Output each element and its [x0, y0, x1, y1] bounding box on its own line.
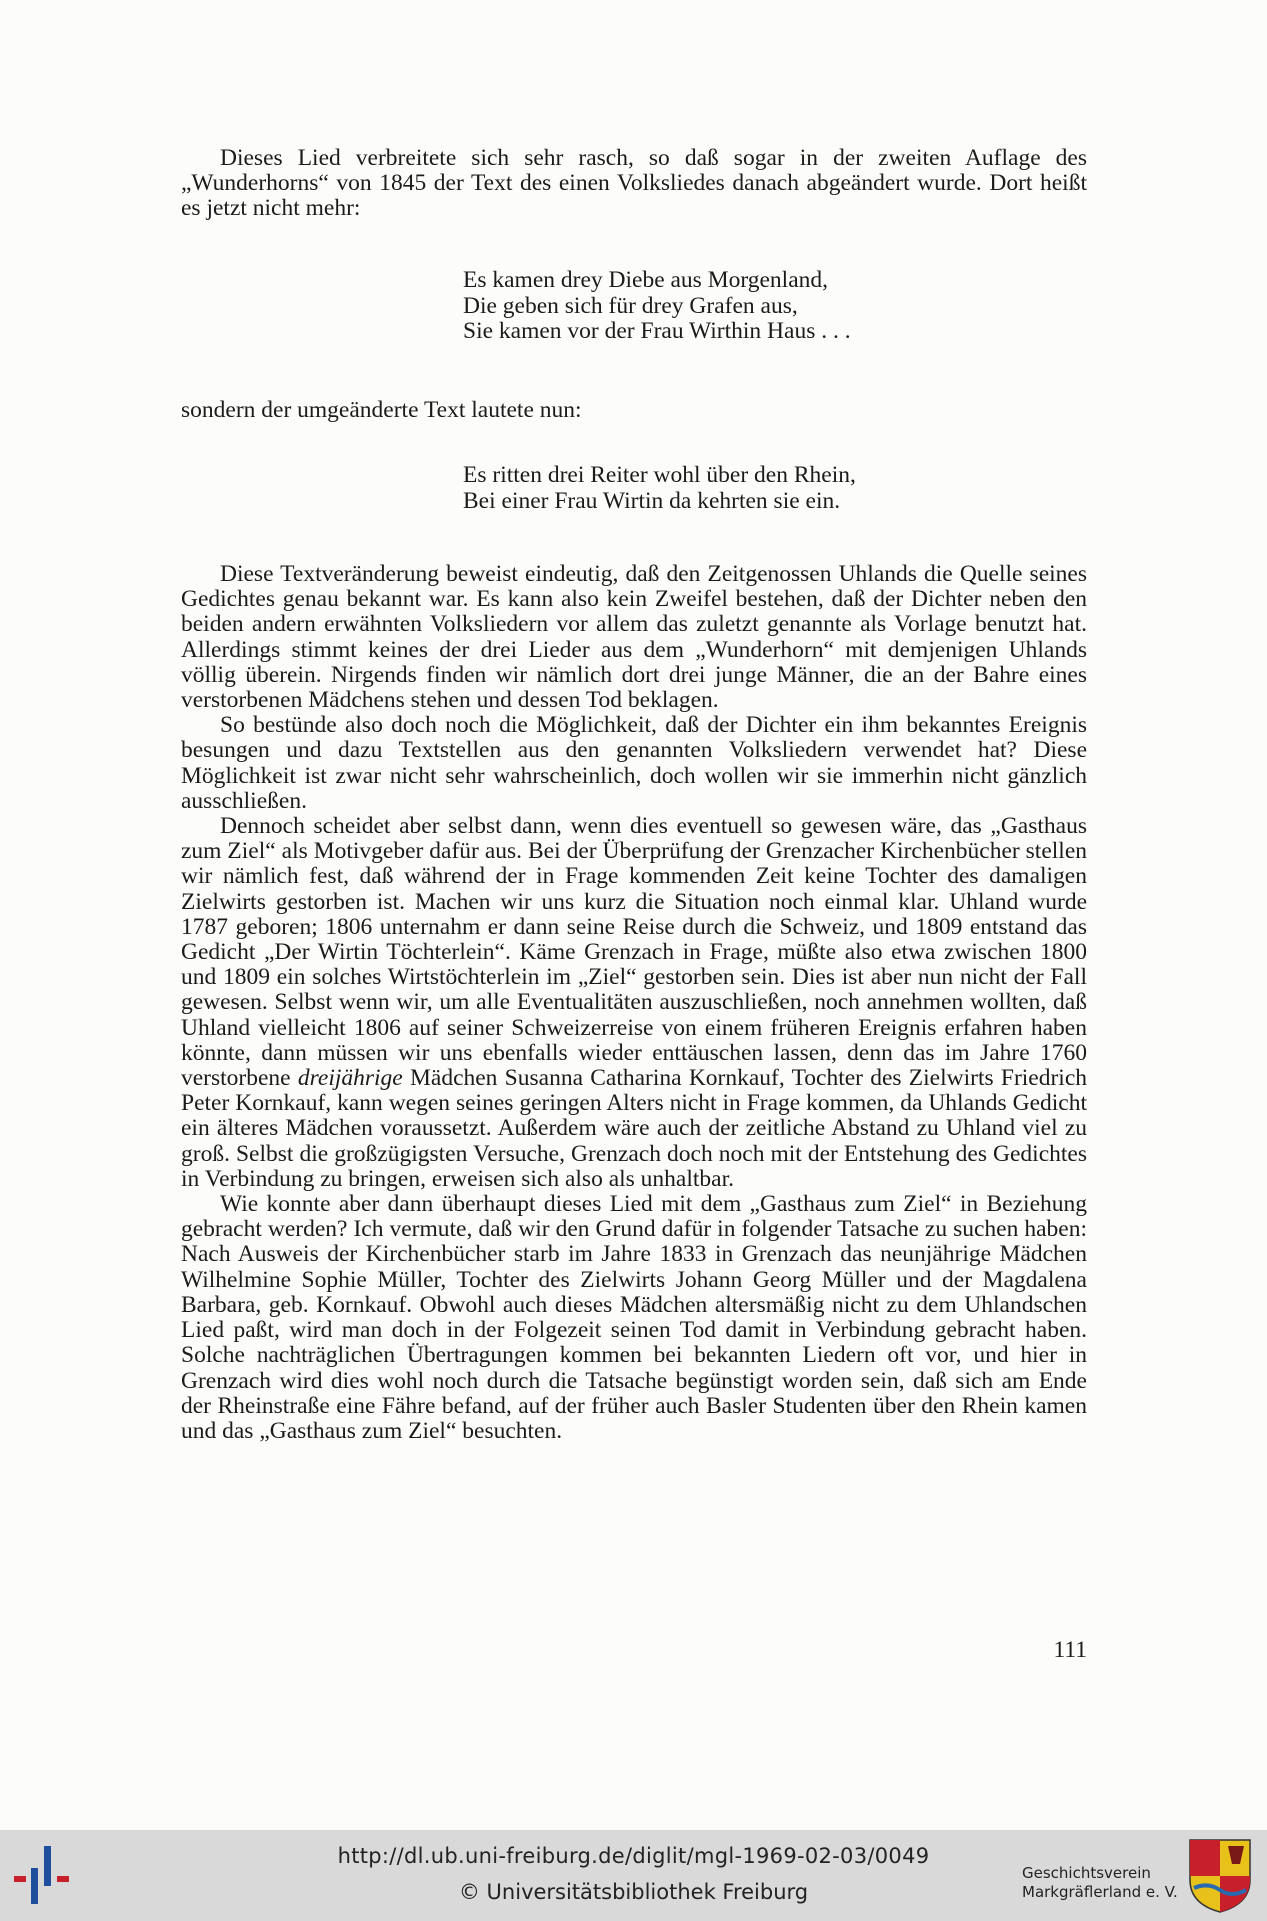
main-text: [181, 562, 1087, 1444]
society-line-2: Markgräflerland e. V.: [1022, 1883, 1178, 1901]
coat-of-arms-icon: [1188, 1838, 1252, 1914]
emphasis-word: dreijährige: [297, 1065, 403, 1092]
paragraph-3: Diese Textveränderung beweist eindeutig, daß den Zeitgenossen Uhlands die Quelle seines Gedichtes genau bekannt war. Es kann also kein Zweifel bestehen, daß der Dichter neben den beiden andern erwähnten Volksliedern vor allem das zuletzt genannte als Vorlage benutzt hat. Allerdings stimmt keines der drei Lieder aus dem „Wunderhorn“ mit demjenigen Uhlands völlig überein. Nirgends finden wir nämlich dort drei junge Männer, die an der Bahre eines verstorbenen Mädchens stehen und dessen Tod beklagen.: [181, 561, 1087, 714]
document-url[interactable]: http://dl.ub.uni-freiburg.de/diglit/mgl-1969-02-03/0049: [337, 1844, 930, 1868]
paragraph-5: Dennoch scheidet aber selbst dann, wenn dies eventuell so gewesen wäre, das „Gasthaus zum Ziel“ als Motivgeber dafür aus. Bei der Überprüfung der Grenzacher Kirchenbücher stellen wir nämlich fest, daß während der in Frage kommenden Zeit keine Tochter des damaligen Zielwirts gestorben ist. Machen wir uns kurz die Situation noch einmal klar. Uhland wurde 1787 geboren; 1806 unternahm er dann seine Reise durch die Schweiz, und 1809 entstand das Gedicht „Der Wirtin Töchterlein“. Käme Grenzach in Frage, müßte also etwa zwischen 1800 und 1809 ein solches Wirtstöchterlein im „Ziel“ gestorben sein. Dies ist aber nun nicht der Fall gewesen. Selbst wenn wir, um alle Eventualitäten auszuschließen, noch annehmen wollten, daß Uhland vielleicht 1806 auf seiner Schweizerreise von einem früheren Ereignis erfahren haben könnte, dann müssen wir uns ebenfalls wieder enttäuschen lassen, denn das im Jahre 1760 verstorbene dreijährige Mädchen Susanna Catharina Kornkauf, Tochter des Zielwirts Friedrich Peter Kornkauf, kann wegen seines geringen Alters nicht in Frage kommen, da Uhlands Gedicht ein älteres Mädchen voraussetzt. Außerdem wäre auch der zeitliche Abstand zu Uhland viel zu groß. Selbst die großzügigsten Versuche, Grenzach doch noch mit der Entstehung des Gedichtes in Verbindung zu bringen, erweisen sich also als unhaltbar.: [181, 813, 1088, 1192]
society-line-1: Geschichtsverein: [1022, 1864, 1151, 1882]
verse-block-1: [463, 268, 1023, 345]
verse-line: Sie kamen vor der Frau Wirthin Haus . . .: [463, 318, 851, 344]
verse-line: Bei einer Frau Wirtin da kehrten sie ein.: [463, 487, 841, 514]
page-number: 111: [1053, 1637, 1087, 1663]
paragraph-6: Wie konnte aber dann überhaupt dieses Lied mit dem „Gasthaus zum Ziel“ in Beziehung gebracht werden? Ich vermute, daß wir den Grund dafür in folgender Tatsache zu suchen haben: Nach Ausweis der Kirchenbücher starb im Jahre 1833 in Grenzach das neunjährige Mädchen Wilhelmine Sophie Müller, Tochter des Zielwirts Johann Georg Müller und der Magdalena Barbara, geb. Kornkauf. Obwohl auch dieses Mädchen altersmäßig nicht zu dem Uhlandschen Lied paßt, wird man doch in der Folgezeit seinen Tod damit in Verbindung gebracht haben. Solche nachträglichen Übertragungen kommen bei bekannten Liedern oft vor, und hier in Grenzach wird dies wohl noch durch die Tatsache begünstigt worden sein, daß sich am Ende der Rheinstraße eine Fähre befand, auf der früher auch Basler Studenten über den Rhein kamen und das „Gasthaus zum Ziel“ besuchten.: [181, 1191, 1087, 1444]
footer-bar: [0, 1830, 1267, 1921]
copyright-notice: © Universitätsbibliothek Freiburg: [458, 1880, 809, 1904]
verse-line: Es ritten drei Reiter wohl über den Rhein,: [463, 462, 856, 488]
verse-line: Die geben sich für drey Grafen aus,: [463, 292, 798, 319]
paragraph-4: So bestünde also doch noch die Möglichkeit, daß der Dichter ein ihm bekanntes Ereignis besungen und dazu Textstellen aus den genannten Volksliedern verwendet hat? Diese Möglichkeit ist zwar nicht sehr wahrscheinlich, doch wollen wir sie immerhin nicht gänzlich ausschließen.: [181, 712, 1087, 814]
society-name: [1022, 1864, 1178, 1902]
verse-block-2: [463, 463, 1023, 514]
paragraph-1: Dieses Lied verbreitete sich sehr rasch, so daß sogar in der zweiten Auflage des „Wunderhorns“ von 1845 der Text des einen Volksliedes danach abgeändert wurde. Dort heißt es jetzt nicht mehr:: [181, 145, 1087, 222]
paragraph-2: sondern der umgeänderte Text lautete nun:: [181, 397, 582, 423]
verse-line: Es kamen drey Diebe aus Morgenland,: [463, 267, 829, 293]
